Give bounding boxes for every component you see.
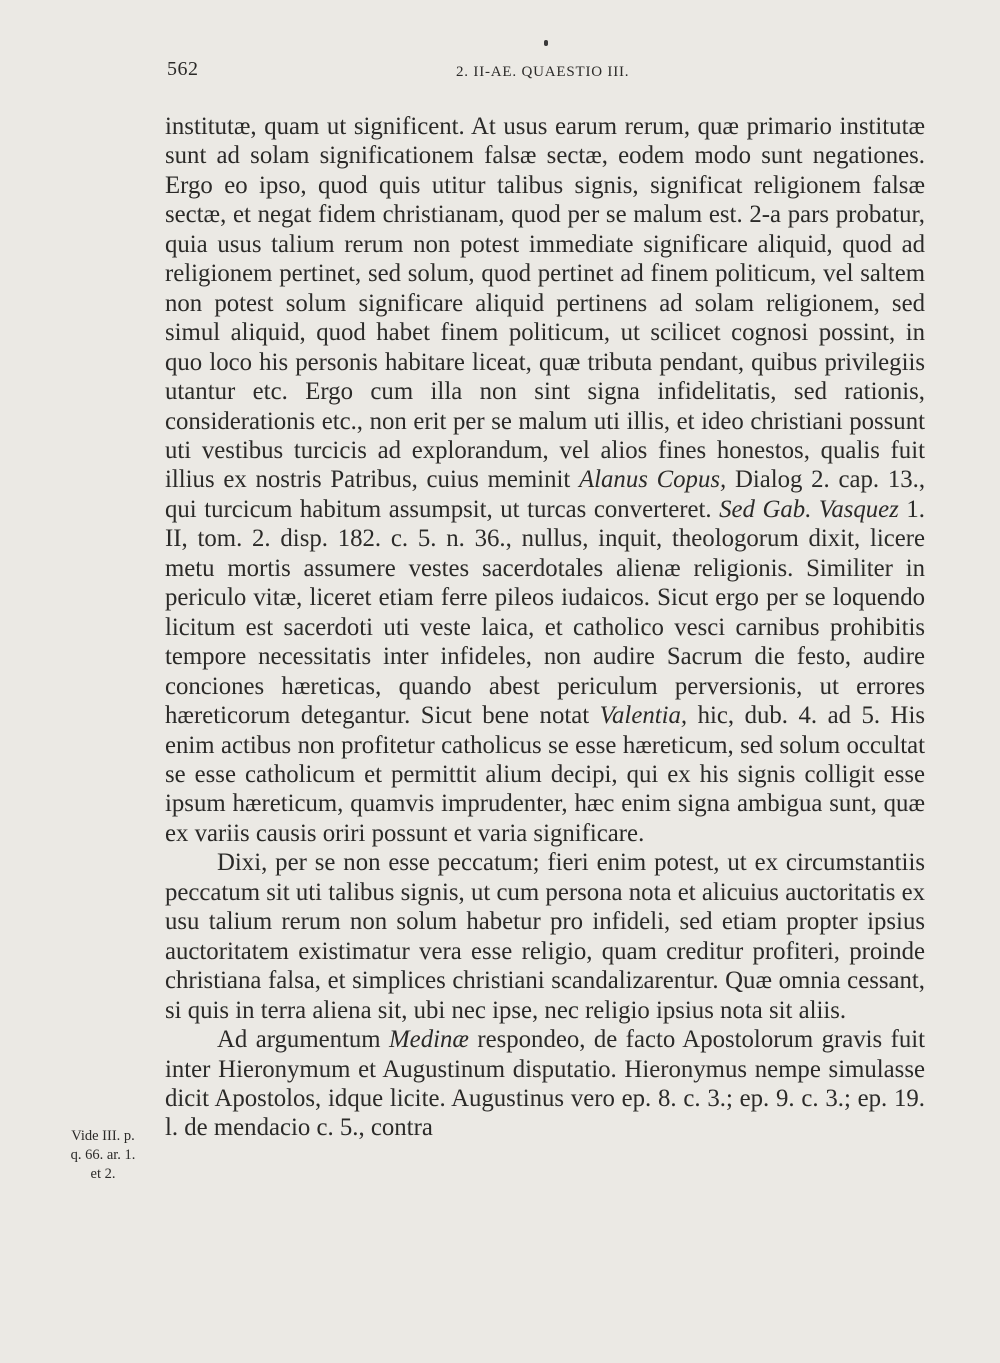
paragraph-2-text: Dixi, per se non esse peccatum; fieri enim potest, ut ex circumstantiis peccatum sit uti talibus signis, ut cum persona nota et alicuius auctoritatis ex usu talium rerum non solum habetur pro infideli, sed etiam propter ipsius auctoritatem existimatur vera esse religio, quam creditur profiteri, proinde christiana falsa, et simplices christiani scandalizarentur. Quæ omnia cessant, si quis in terra aliena sit, ubi nec ipse, nec religio ipsius nota sit aliis. [165,849,925,1024]
paragraph-1-text-d: hic, dub. 4. ad 5. His enim actibus non profitetur catholicus se esse hæreticum, sed solum occultat se esse catholicum et permittit alium decipi, qui ex his signis colligit esse ipsum hæreticum, quamvis imprudenter, hæc enim signa ambigua sunt, quæ ex variis causis oriri possunt et varia significare. [165,702,925,847]
paragraph-2 [165,848,925,1025]
margin-note [48,1127,158,1184]
paragraph-1-text-a: institutæ, quam ut significent. At usus earum rerum, quæ primario institutæ sunt ad solam significationem falsæ sectæ, eodem modo sunt negationes. Ergo eo ipso, quod quis utitur talibus signis, significat religionem falsæ sectæ, et negat fidem christianam, quod per se malum est. 2-a pars probatur, quia usus talium rerum non potest immediate significare aliquid, quod ad religionem pertinet, sed solum, quod pertinet ad finem politicum, vel saltem non potest solum significare aliquid pertinens ad solam religionem, sed simul aliquid, quod habet finem politicum, ut scilicet cognosi possint, in quo loco his personis habitare liceat, quæ tributa pendant, quibus privilegiis utantur etc. Ergo cum illa non sint signa infidelitatis, sed rationis, considerationis etc., non erit per se malum uti illis, et ideo christiani possunt uti vestibus turcicis ad explorandum, vel alios fines honestos, qualis fuit illius ex nostris Patribus, cuius meminit [165,113,925,494]
paragraph-3-text-b: respondeo, de facto Apostolorum gravis fuit inter Hieronymum et Augustinum disputatio. Hieronymus nempe simulasse dicit Apostolos, idque licite. Augustinus vero ep. 8. c. 3.; ep. 9. c. 3.; ep. 19. l. de mendacio c. 5., contra [165,1026,926,1142]
italic-author-medina: Medinæ [389,1026,469,1054]
ink-speck [544,40,548,46]
italic-author-vasquez: Sed Gab. Vasquez [719,495,899,523]
paragraph-1-text-c: 1. II, tom. 2. disp. 182. c. 5. n. 36., nullus, inquit, theologorum dixit, licere metu mortis assumere vestes sacerdotales alienæ religionis. Similiter in periculo vitæ, liceret etiam ferre pileos iudaicos. Sicut ergo per se loquendo licitum est sacerdoti uti veste laica, et catholico vesci carnibus prohibitis tempore necessitatis inter infideles, non audire Sacrum die festo, audire conciones hæreticas, quando abest periculum perversionis, ut errores hæreticorum detegantur. Sicut bene notat [165,495,925,730]
paragraph-1 [165,112,925,848]
italic-author-valentia: Valentia, [599,702,688,730]
margin-note-line: q. 66. ar. 1. [70,1147,136,1163]
paragraph-3-text-a: Ad argumentum [217,1026,381,1054]
italic-author-alanus: Alanus Copus, [579,466,727,494]
paragraph-3 [165,1025,925,1143]
page-number: 562 [167,58,199,80]
page-header [0,52,1000,88]
paragraph-1-text-b: Dialog 2. cap. 13., qui turcicum habitum assumpsit, ut turcas converteret. [165,466,926,523]
margin-note-line: et 2. [90,1166,116,1182]
margin-note-line: Vide III. p. [71,1128,135,1144]
body-text [165,112,925,1143]
running-head: 2. II-AE. QUAESTIO III. [456,64,630,80]
